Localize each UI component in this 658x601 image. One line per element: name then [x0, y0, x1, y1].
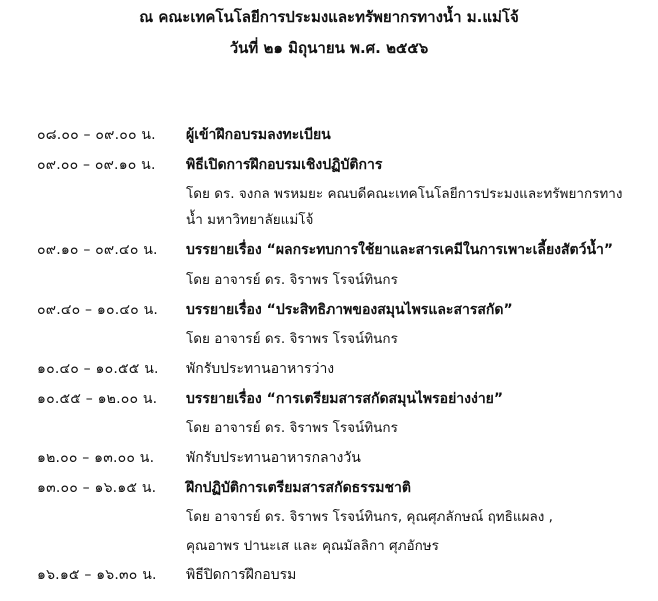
schedule-title: ฝึกปฏิบัติการเตรียมสารสกัดธรรมชาติ [186, 480, 411, 496]
schedule-title: พักรับประทานอาหารว่าง [186, 361, 335, 377]
schedule-time: ๐๙.๑๐ – ๐๙.๔๐ น. [37, 242, 158, 258]
schedule-time: ๑๒.๐๐ – ๑๓.๐๐ น. [37, 450, 155, 466]
header-venue: ณ คณะเทคโนโลยีการประมงและทรัพยากรทางน้ำ ม.แม่โจ้ [139, 8, 519, 26]
schedule-detail: คุณอาพร ปานะเส และ คุณมัลลิกา ศุภอักษร [186, 538, 439, 554]
header-date: วันที่ ๒๑ มิถุนายน พ.ศ. ๒๕๕๖ [229, 39, 429, 57]
schedule-time: ๑๖.๑๕ – ๑๖.๓๐ น. [37, 567, 157, 583]
schedule-detail: โดย อาจารย์ ดร. จิราพร โรจน์ทินกร [186, 331, 398, 347]
schedule-title: พิธีเปิดการฝึกอบรมเชิงปฏิบัติการ [186, 157, 383, 173]
schedule-title: พิธีปิดการฝึกอบรม [186, 567, 297, 583]
schedule-time: ๑๐.๕๕ – ๑๒.๐๐ น. [37, 391, 158, 407]
schedule-detail: โดย อาจารย์ ดร. จิราพร โรจน์ทินกร [186, 420, 398, 436]
schedule-time: ๐๙.๔๐ – ๑๐.๔๐ น. [37, 302, 158, 318]
schedule-detail: โดย ดร. จงกล พรหมยะ คณบดีคณะเทคโนโลยีการประมงและทรัพยากรทาง [186, 186, 623, 202]
schedule-row [0, 153, 658, 177]
schedule-row [0, 298, 658, 322]
schedule-row [0, 238, 658, 262]
schedule-title: ผู้เข้าฝึกอบรมลงทะเบียน [186, 127, 331, 143]
schedule-detail: น้ำ มหาวิทยาลัยแม่โจ้ [186, 212, 314, 228]
schedule-title: พักรับประทานอาหารกลางวัน [186, 450, 361, 466]
schedule-detail: โดย อาจารย์ ดร. จิราพร โรจน์ทินกร, คุณศุภลักษณ์ ฤทธิแผลง , [186, 509, 553, 525]
schedule-title: บรรยายเรื่อง “ผลกระทบการใช้ยาและสารเคมีในการเพาะเลี้ยงสัตว์น้ำ” [186, 242, 614, 258]
schedule-title: บรรยายเรื่อง “การเตรียมสารสกัดสมุนไพรอย่างง่าย” [186, 391, 504, 407]
schedule-time: ๑๓.๐๐ – ๑๖.๑๕ น. [37, 480, 157, 496]
schedule-time: ๐๘.๐๐ – ๐๙.๐๐ น. [37, 127, 156, 143]
schedule-row [0, 387, 658, 411]
schedule-row [0, 563, 658, 587]
schedule-time: ๐๙.๐๐ – ๐๙.๑๐ น. [37, 157, 156, 173]
schedule-row [0, 123, 658, 147]
schedule-row [0, 357, 658, 381]
schedule-detail: โดย อาจารย์ ดร. จิราพร โรจน์ทินกร [186, 272, 398, 288]
schedule-row [0, 446, 658, 470]
schedule-row [0, 476, 658, 500]
schedule-time: ๑๐.๔๐ – ๑๐.๕๕ น. [37, 361, 159, 377]
schedule-title: บรรยายเรื่อง “ประสิทธิภาพของสมุนไพรและสารสกัด” [186, 302, 513, 318]
